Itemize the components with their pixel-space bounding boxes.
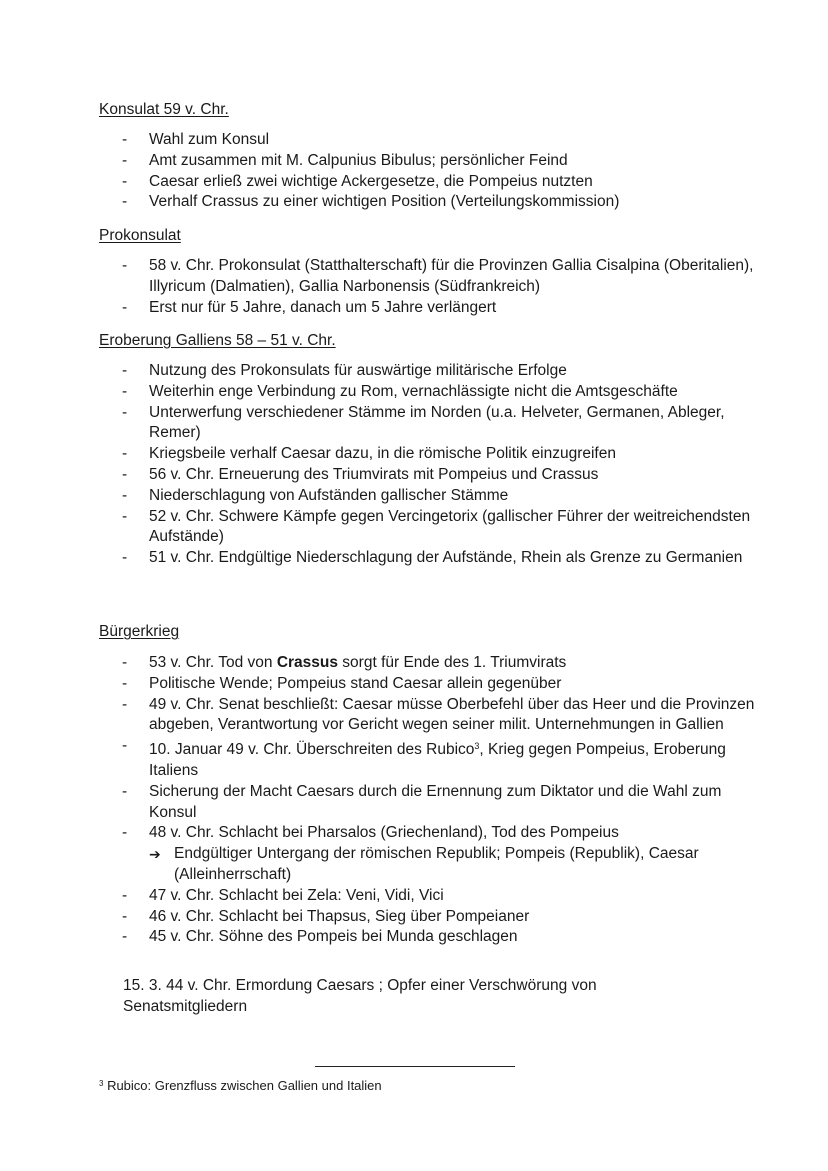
heading-eroberung: Eroberung Galliens 58 – 51 v. Chr. bbox=[99, 332, 336, 349]
footnote-separator bbox=[315, 1066, 515, 1067]
list-item: - Unterwerfung verschiedener Stämme im Norden (u.a. Helveter, Germanen, Ableger, Remer) bbox=[119, 403, 759, 445]
footnote-ref: 3 bbox=[474, 741, 480, 752]
list-item: - Kriegsbeile verhalf Caesar dazu, in die römische Politik einzugreifen bbox=[119, 444, 759, 465]
list-item: - Wahl zum Konsul bbox=[119, 130, 759, 151]
list-buergerkrieg bbox=[119, 653, 759, 948]
footnote-marker: 3 bbox=[99, 1079, 104, 1088]
list-item: - Nutzung des Prokonsulats für auswärtige militärische Erfolge bbox=[119, 361, 759, 382]
heading-konsulat: Konsulat 59 v. Chr. bbox=[99, 101, 229, 118]
bold-name: Crassus bbox=[276, 654, 338, 671]
list-item: - Amt zusammen mit M. Calpunius Bibulus; persönlicher Feind bbox=[119, 151, 759, 172]
closing-paragraph: 15. 3. 44 v. Chr. Ermordung Caesars ; Opfer einer Verschwörung von Senatsmitgliedern bbox=[123, 977, 597, 1015]
item-text: 53 v. Chr. Tod von bbox=[149, 654, 277, 671]
arrow-right-icon: ➔ bbox=[149, 846, 161, 863]
heading-prokonsulat: Prokonsulat bbox=[99, 227, 181, 244]
footnote bbox=[99, 1076, 382, 1094]
footnote-text: Rubico: Grenzfluss zwischen Gallien und Italien bbox=[103, 1078, 382, 1093]
list-item: - 52 v. Chr. Schwere Kämpfe gegen Vercingetorix (gallischer Führer der weitreichendsten Aufstände) bbox=[119, 507, 759, 549]
item-text: Endgültiger Untergang der römischen Republik; Pompeis (Republik), Caesar (Alleinherrschaft) bbox=[174, 845, 699, 883]
item-text: sorgt für Ende des 1. Triumvirats bbox=[338, 654, 567, 671]
list-item: - 45 v. Chr. Söhne des Pompeis bei Munda geschlagen bbox=[119, 927, 759, 948]
item-text: , Krieg gegen Pompeius, Eroberung Italiens bbox=[149, 741, 726, 779]
list-item: - 58 v. Chr. Prokonsulat (Statthalterschaft) für die Provinzen Gallia Cisalpina (Oberitalien), Illyricum (Dalmatien), Gallia Narbonensis (Südfrankreich) bbox=[119, 256, 759, 298]
list-prokonsulat bbox=[119, 256, 759, 318]
list-item: - Erst nur für 5 Jahre, danach um 5 Jahre verlängert bbox=[119, 298, 759, 319]
list-item: - Politische Wende; Pompeius stand Caesar allein gegenüber bbox=[119, 674, 759, 695]
list-item: - Verhalf Crassus zu einer wichtigen Position (Verteilungskommission) bbox=[119, 192, 759, 213]
list-konsulat bbox=[119, 130, 759, 213]
list-item: - Caesar erließ zwei wichtige Ackergesetze, die Pompeius nutzten bbox=[119, 172, 759, 193]
list-item: - 47 v. Chr. Schlacht bei Zela: Veni, Vidi, Vici bbox=[119, 886, 759, 907]
list-item: - 56 v. Chr. Erneuerung des Triumvirats mit Pompeius und Crassus bbox=[119, 465, 759, 486]
list-item-arrow bbox=[119, 844, 759, 886]
list-item: - 46 v. Chr. Schlacht bei Thapsus, Sieg über Pompeianer bbox=[119, 907, 759, 928]
item-text: 10. Januar 49 v. Chr. Überschreiten des Rubico bbox=[149, 741, 475, 759]
list-item bbox=[119, 736, 759, 782]
list-item: - 48 v. Chr. Schlacht bei Pharsalos (Griechenland), Tod des Pompeius bbox=[119, 823, 759, 844]
list-item: - Weiterhin enge Verbindung zu Rom, vernachlässigte nicht die Amtsgeschäfte bbox=[119, 382, 759, 403]
list-item: - Sicherung der Macht Caesars durch die Ernennung zum Diktator und die Wahl zum Konsul bbox=[119, 782, 759, 824]
list-item: - 49 v. Chr. Senat beschließt: Caesar müsse Oberbefehl über das Heer und die Provinzen abgeben, Verantwortung vor Gericht wegen seiner milit. Unternehmungen in Gallien bbox=[119, 695, 759, 737]
heading-buergerkrieg: Bürgerkrieg bbox=[99, 623, 180, 640]
list-item: - 51 v. Chr. Endgültige Niederschlagung der Aufstände, Rhein als Grenze zu Germanien bbox=[119, 548, 759, 569]
list-item: - Niederschlagung von Aufständen gallischer Stämme bbox=[119, 486, 759, 507]
list-item bbox=[119, 653, 759, 674]
list-eroberung bbox=[119, 361, 759, 569]
